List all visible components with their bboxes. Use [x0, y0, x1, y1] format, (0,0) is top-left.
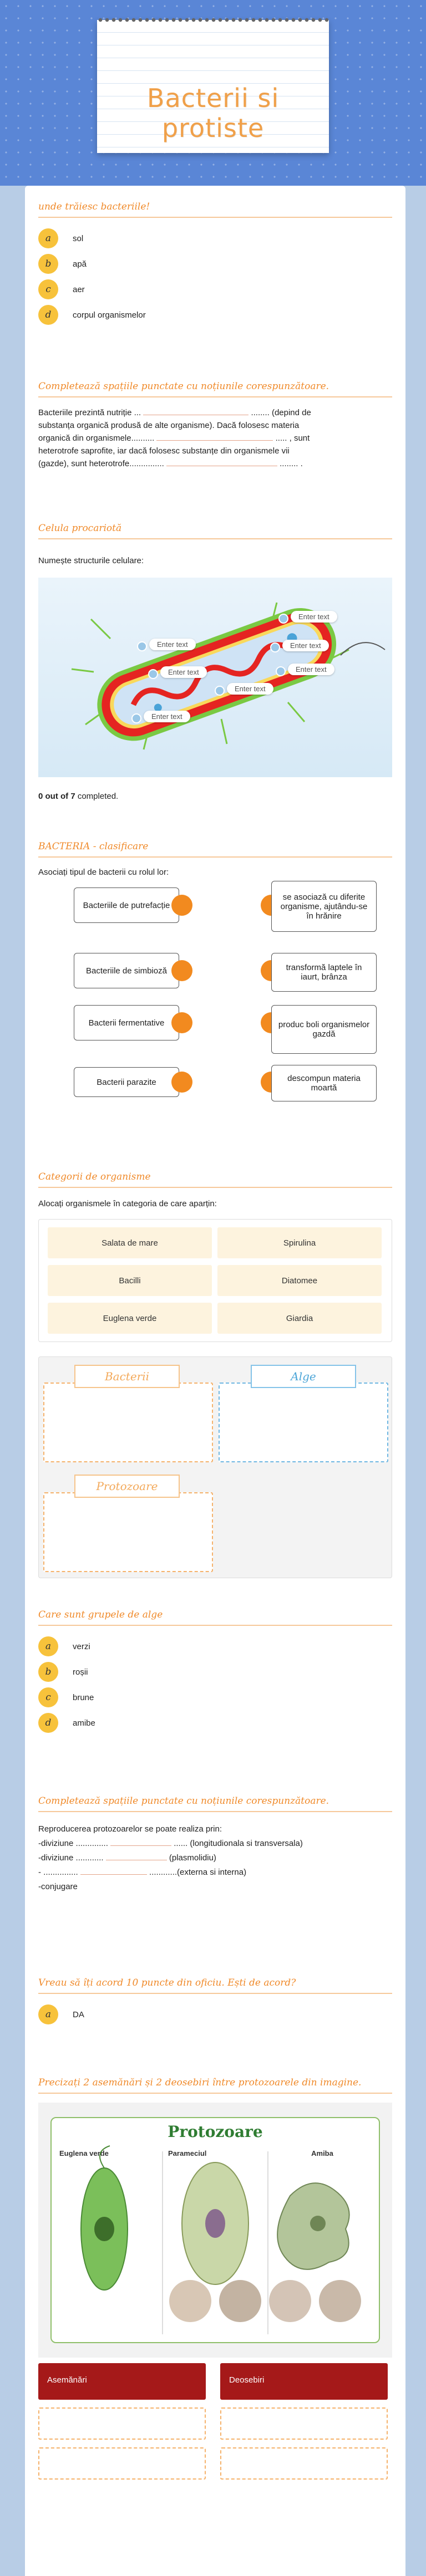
drag-chip[interactable]: Giardia — [217, 1303, 382, 1334]
question-1 — [38, 201, 392, 328]
option-b[interactable]: b roșii — [38, 1659, 392, 1685]
question-8 — [38, 1977, 392, 2027]
column-header-asemanari: Asemănări — [38, 2363, 206, 2400]
label-input-3[interactable]: Enter text — [282, 640, 329, 651]
question-title: Vreau să îți acord 10 puncte din oficiu. Ești de acord? — [38, 1977, 392, 1994]
question-title: Completează spațiile punctate cu noțiunile corespunzătoare. — [38, 381, 392, 397]
question-3 — [38, 523, 392, 801]
option-c[interactable]: c aer — [38, 277, 392, 302]
drag-chip[interactable]: Euglena verde — [48, 1303, 212, 1334]
drag-chip[interactable]: Diatomee — [217, 1265, 382, 1296]
match-left-1[interactable]: Bacteriile de putrefacție — [74, 887, 179, 923]
drag-chip[interactable]: Spirulina — [217, 1227, 382, 1258]
blank-input[interactable] — [80, 1867, 147, 1875]
question-title: Precizați 2 asemănări și 2 deosebiri între protozoarele din imagine. — [38, 2077, 392, 2094]
question-title: unde trăiesc bacteriile! — [38, 201, 392, 218]
prompt-text: Numește structurile celulare: — [38, 556, 144, 565]
fill-in-paragraph: Bacteriile prezintă nutriție ... ........ (depind de substanța organică produsă de alte organisme). Dacă folosesc materia organică din organismele.......... ..... , sunt heterotrofe saprofite, iar dacă folosesc substanțe din organismele vii (gazde), sunt heterotrofe............... ........ . — [38, 408, 311, 468]
poster-label: Parameciul — [168, 2149, 207, 2157]
blank-input[interactable] — [143, 407, 248, 415]
option-d[interactable]: d corpul organismelor — [38, 302, 392, 328]
option-a[interactable]: a DA — [38, 2002, 392, 2027]
drop-zone-protozoare[interactable] — [43, 1492, 213, 1572]
label-input-2[interactable]: Enter text — [291, 611, 337, 623]
connector-dot[interactable] — [171, 895, 192, 916]
answer-box[interactable] — [220, 2407, 388, 2440]
column-header-deosebiri: Deosebiri — [220, 2363, 388, 2400]
poster-title: Protozoare — [168, 2123, 263, 2141]
option-d[interactable]: d amibe — [38, 1710, 392, 1736]
option-a[interactable]: a sol — [38, 226, 392, 251]
question-7 — [38, 1795, 392, 1894]
category-label: Bacterii — [74, 1365, 180, 1388]
worksheet-card — [25, 186, 405, 2576]
question-4 — [38, 841, 392, 1096]
drop-zone-bacterii[interactable] — [43, 1383, 213, 1462]
question-9 — [38, 2077, 392, 2385]
fill-in-paragraph: Reproducerea protozoarelor se poate realiza prin: -diviziune .............. ...... (longitudionala si transversala) -diviziune ............ (plasmolidiu) - ............... ............(externa si interna) -conjugare — [38, 1824, 303, 1891]
question-6 — [38, 1609, 392, 1736]
prompt-text: Alocați organismele în categoria de care aparțin: — [38, 1199, 217, 1208]
question-2 — [38, 381, 392, 470]
drop-zone-alge[interactable] — [219, 1383, 388, 1462]
blank-input[interactable] — [166, 458, 277, 466]
label-input-1[interactable]: Enter text — [149, 639, 196, 650]
connector-dot[interactable] — [171, 1012, 192, 1033]
drag-chip[interactable]: Salata de mare — [48, 1227, 212, 1258]
question-title: BACTERIA - clasificare — [38, 841, 392, 858]
question-title: Celula procariotă — [38, 523, 392, 539]
match-right-3[interactable]: produc boli organismelor gazdă — [271, 1005, 377, 1054]
match-left-4[interactable]: Bacterii parazite — [74, 1067, 179, 1097]
option-a[interactable]: a verzi — [38, 1634, 392, 1659]
question-5 — [38, 1171, 392, 1576]
answer-box[interactable] — [220, 2447, 388, 2480]
question-title: Categorii de organisme — [38, 1171, 392, 1188]
blank-input[interactable] — [110, 1838, 171, 1846]
answer-box[interactable] — [38, 2447, 206, 2480]
match-right-2[interactable]: transformă laptele în iaurt, brânza — [271, 953, 377, 992]
connector-dot[interactable] — [171, 960, 192, 981]
label-input-5[interactable]: Enter text — [288, 664, 334, 675]
item-bank — [38, 1219, 392, 1342]
drag-chip[interactable]: Bacilli — [48, 1265, 212, 1296]
bacterium-illustration — [38, 578, 392, 777]
connector-dot[interactable] — [171, 1072, 192, 1093]
protozoa-image — [38, 2103, 392, 2358]
prokaryote-image — [38, 578, 392, 777]
option-c[interactable]: c brune — [38, 1685, 392, 1710]
blank-input[interactable] — [106, 1853, 167, 1860]
prompt-text: Asociați tipul de bacterii cu rolul lor: — [38, 868, 169, 877]
page-title: Bacterii si protiste — [146, 83, 280, 143]
option-b[interactable]: b apă — [38, 251, 392, 277]
label-input-6[interactable]: Enter text — [227, 683, 273, 695]
category-area — [38, 1356, 392, 1578]
question-title: Care sunt grupele de alge — [38, 1609, 392, 1626]
progress-text: 0 out of 7 completed. — [38, 792, 119, 801]
label-input-4[interactable]: Enter text — [160, 666, 207, 678]
match-right-1[interactable]: se asociază cu diferite organisme, ajutându-se în hrănire — [271, 881, 377, 932]
question-title: Completează spațiile punctate cu noțiunile corespunzătoare. — [38, 1795, 392, 1812]
label-input-7[interactable]: Enter text — [144, 711, 190, 722]
protozoa-illustration — [52, 2118, 381, 2344]
answer-box[interactable] — [38, 2407, 206, 2440]
category-label: Alge — [251, 1365, 356, 1388]
poster-label: Euglena verde — [59, 2149, 109, 2157]
match-right-4[interactable]: descompun materia moartă — [271, 1065, 377, 1101]
blank-input[interactable] — [156, 433, 273, 441]
match-left-2[interactable]: Bacteriile de simbioză — [74, 953, 179, 988]
category-label: Protozoare — [74, 1475, 180, 1498]
match-left-3[interactable]: Bacterii fermentative — [74, 1005, 179, 1040]
poster-label: Amiba — [311, 2149, 333, 2157]
